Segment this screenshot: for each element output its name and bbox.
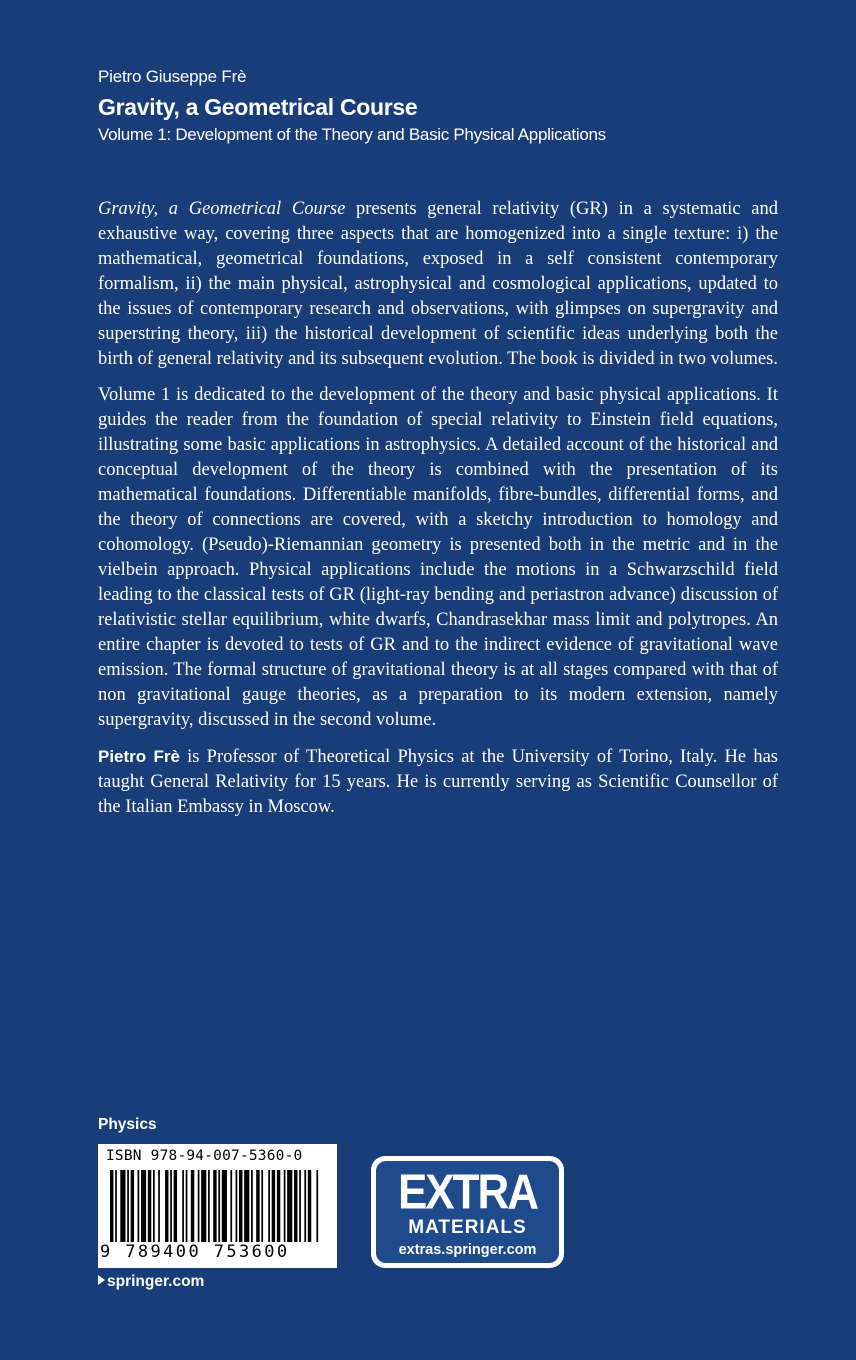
- barcode-bar: [131, 1170, 134, 1242]
- barcode-bar: [294, 1170, 297, 1242]
- barcode-bar: [120, 1170, 125, 1242]
- blurb-paragraph-2: Volume 1 is dedicated to the development of the theory and basic physical applications. It guides the reader from the foundation of special relativity to Einstein field equations, illustrating some basic applications in astrophysics. A detailed account of the historical and conceptual development of the theory is combined with the presentation of its mathematical foundations. Differentiable manifolds, fibre-bundles, differential forms, and the theory of connections are covered, with a sketchy introduction to homology and cohomology. (Pseudo)-Riemannian geometry is presented both in the metric and in the vielbein approach. Physical applications include the motions in a Schwarzschild field leading to the classical tests of GR (light-ray bending and periastron advance) discussion of relativistic stellar equilibrium, white dwarfs, Chandrasekhar mass limit and polytropes. An entire chapter is devoted to tests of GR and to the indirect evidence of gravitational wave emission. The formal structure of gravitational theory is at all stages compared with that of non gravitational gauge theories, as a preparation to its modern extension, namely supergravity, discussed in the second volume.: [98, 385, 778, 730]
- barcode-bar: [287, 1170, 292, 1242]
- springer-link-text: springer.com: [107, 1273, 205, 1290]
- barcode-bar: [138, 1170, 140, 1242]
- barcode-bar: [222, 1170, 227, 1242]
- blurb-paragraph-1-text: presents general relativity (GR) in a systematic and exhaustive way, covering three aspects that are homogenized into a single texture: i) the mathematical, geometrical foundations, exposed in a self consistent contemporary formalism, ii) the main physical, astrophysical and cosmological applications, updated to the issues of contemporary research and observations, with glimpses on supergravity and superstring theory, iii) the historical development of scientific ideas underlying both the birth of general relativity and its subsequent evolution. The book is divided in two volumes.: [98, 199, 779, 369]
- barcode-bar: [153, 1170, 155, 1242]
- barcode-bar: [158, 1170, 160, 1242]
- barcode-bar: [198, 1170, 200, 1242]
- isbn-label: ISBN 978-94-007-5360-0: [106, 1148, 303, 1164]
- extra-materials-badge[interactable]: [371, 1156, 564, 1268]
- barcode-bar: [165, 1170, 168, 1242]
- blurb: [98, 197, 778, 831]
- arrow-right-icon: [98, 1275, 105, 1285]
- barcode-bar: [251, 1170, 253, 1242]
- barcode-bar: [170, 1170, 172, 1242]
- blurb-title-ref: Gravity, a Geometrical Course: [98, 199, 346, 219]
- barcode-bar: [182, 1170, 184, 1242]
- extra-materials-label: MATERIALS: [408, 1217, 527, 1238]
- book-title: Gravity, a Geometrical Course: [98, 94, 418, 120]
- extra-url: extras.springer.com: [398, 1242, 537, 1258]
- barcode-bar: [277, 1170, 280, 1242]
- barcode-digits: 9 789400 753600: [100, 1242, 290, 1262]
- barcode-bar: [191, 1170, 194, 1242]
- author-bio: [98, 744, 778, 820]
- author-bio-name: Pietro Frè: [98, 747, 180, 766]
- isbn-barcode: [98, 1144, 337, 1268]
- barcode-bar: [256, 1170, 259, 1242]
- barcode-bar: [236, 1170, 238, 1242]
- barcode-bar: [115, 1170, 117, 1242]
- barcode-bar: [272, 1170, 275, 1242]
- extra-materials-panel: [376, 1161, 559, 1263]
- author-name: Pietro Giuseppe Frè: [98, 67, 247, 86]
- extra-word: EXTRA: [397, 1165, 538, 1220]
- barcode-bar: [148, 1170, 151, 1242]
- cover-header: [98, 66, 798, 146]
- barcode-bar: [316, 1170, 318, 1242]
- blurb-paragraph-1: [98, 197, 778, 372]
- barcode-bar: [284, 1170, 286, 1242]
- barcode-bar: [244, 1170, 249, 1242]
- barcode-bar: [230, 1170, 232, 1242]
- barcode-bar: [201, 1170, 206, 1242]
- barcode-bar: [213, 1170, 216, 1242]
- barcode-bar: [218, 1170, 220, 1242]
- barcode-bar: [110, 1170, 113, 1242]
- barcode-bar: [239, 1170, 242, 1242]
- barcode-bar: [261, 1170, 263, 1242]
- barcode-icon: [110, 1170, 325, 1242]
- book-subtitle: Volume 1: Development of the Theory and Basic Physical Applications: [98, 125, 606, 144]
- subject-label: Physics: [98, 1116, 157, 1133]
- barcode-bar: [174, 1170, 177, 1242]
- barcode-bar: [141, 1170, 146, 1242]
- barcode-bar: [186, 1170, 188, 1242]
- barcode-bar: [268, 1170, 270, 1242]
- barcode-bar: [304, 1170, 306, 1242]
- barcode-bar: [208, 1170, 210, 1242]
- barcode-bar: [308, 1170, 311, 1242]
- barcode-bar: [127, 1170, 129, 1242]
- barcode-bar: [299, 1170, 301, 1242]
- springer-link[interactable]: [98, 1273, 204, 1291]
- author-bio-text: is Professor of Theoretical Physics at the University of Torino, Italy. He has taught General Relativity for 15 years. He is currently serving as Scientific Counsellor of the Italian Embassy in Moscow.: [98, 747, 778, 817]
